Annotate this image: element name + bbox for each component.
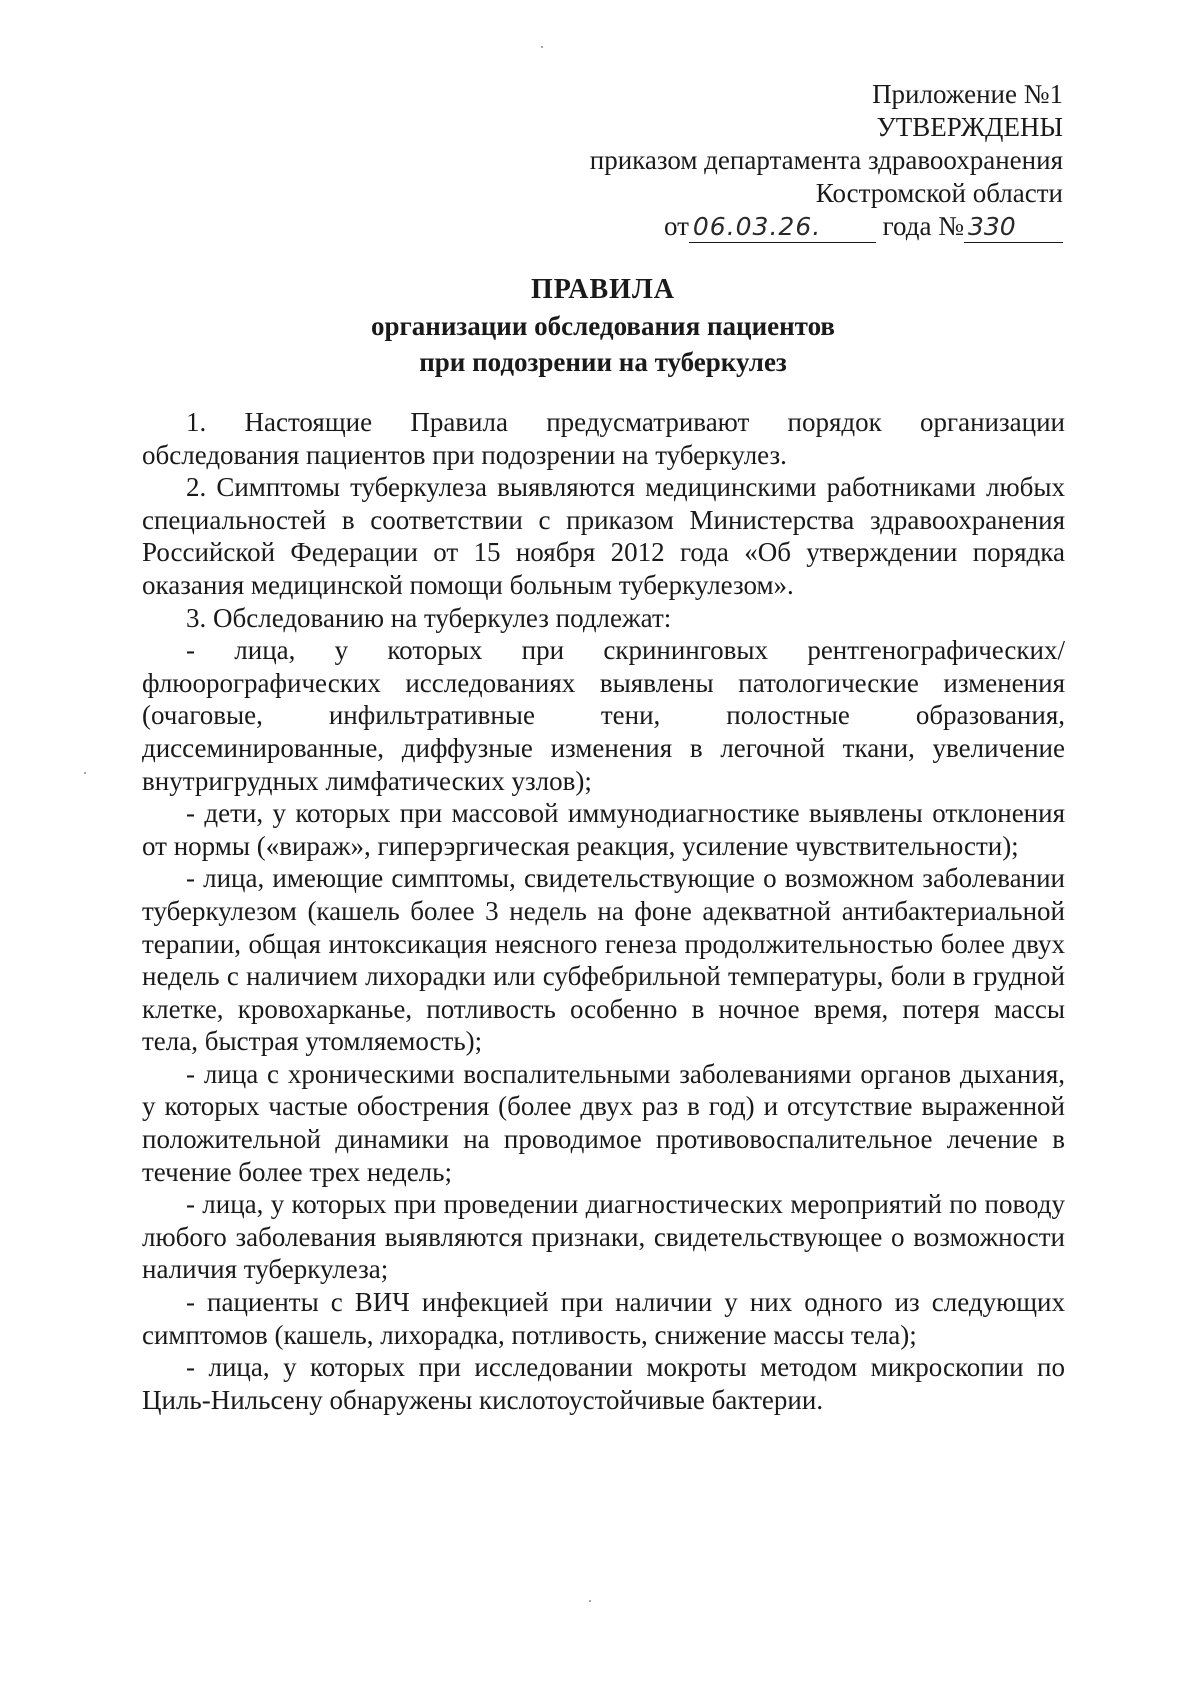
scan-speck xyxy=(589,1600,591,1602)
list-item: - лица, у которых при исследовании мокроты методом микроскопии по Циль-Нильсену обнаружены кислотоустойчивые бактерии. xyxy=(142,1352,1065,1415)
appendix-label: Приложение №1 xyxy=(872,79,1063,109)
document-title xyxy=(142,272,1064,380)
region-label: Костромской области xyxy=(815,178,1063,208)
list-item: - лица, имеющие симптомы, свидетельствующие о возможном заболевании туберкулезом (кашель более 3 недель на фоне адекватной антибактериальной терапии, общая интоксикация неясного генеза продолжительностью более двух недель с наличием лихорадки или субфебрильной температуры, боли в грудной клетке, кровохарканье, потливость особенно в ночное время, потеря массы тела, быстрая утомляемость); xyxy=(142,863,1065,1057)
order-department-label: приказом департамента здравоохранения xyxy=(589,145,1063,175)
paragraph-1: 1. Настоящие Правила предусматривают порядок организации обследования пациентов при подозрении на туберкулез. xyxy=(142,407,1065,470)
scan-speck xyxy=(84,772,86,774)
from-label: от xyxy=(663,211,689,241)
list-item: - лица, у которых при проведении диагностических мероприятий по поводу любого заболевания выявляются признаки, свидетельствующее о возможности наличия туберкулеза; xyxy=(142,1189,1065,1285)
year-number-label: года № xyxy=(882,211,964,241)
title-main: ПРАВИЛА xyxy=(530,274,676,305)
handwritten-order-number: 330 xyxy=(964,212,1063,243)
title-subtitle-line1: организации обследования пациентов xyxy=(371,311,835,341)
list-item: - дети, у которых при массовой иммунодиагностике выявлены отклонения от нормы («вираж», гиперэргическая реакция, усиление чувствительности); xyxy=(142,798,1065,861)
approved-label: УТВЕРЖДЕНЫ xyxy=(876,112,1063,142)
list-item: - пациенты с ВИЧ инфекцией при наличии у них одного из следующих симптомов (кашель, лихорадка, потливость, снижение массы тела); xyxy=(142,1287,1065,1350)
paragraph-3: 3. Обследованию на туберкулез подлежат: xyxy=(186,602,672,633)
handwritten-date: 06.03.26. xyxy=(689,212,876,243)
list-item: - лица с хроническими воспалительными заболеваниями органов дыхания, у которых частые обострения (более двух раз в год) и отсутствие выраженной положительной динамики на проводимое противовоспалительное лечение в течение более трех недель; xyxy=(142,1058,1065,1187)
document-body xyxy=(142,406,1065,1416)
order-date-line xyxy=(590,210,1063,243)
list-item: - лица, у которых при скрининговых рентгенографических/флюорографических исследованиях выявлены патологические изменения (очаговые, инфильтративные тени, полостные образования, диссеминированные, диффузные изменения в легочной ткани, увеличение внутригрудных лимфатических узлов); xyxy=(142,635,1065,796)
approval-block xyxy=(590,78,1063,243)
paragraph-2: 2. Симптомы туберкулеза выявляются медицинскими работниками любых специальностей в соответствии с приказом Министерства здравоохранения Российской Федерации от 15 ноября 2012 года «Об утверждении порядка оказания медицинской помощи больным туберкулезом». xyxy=(142,472,1065,600)
scan-speck xyxy=(541,46,543,48)
title-subtitle-line2: при подозрении на туберкулез xyxy=(419,347,787,377)
